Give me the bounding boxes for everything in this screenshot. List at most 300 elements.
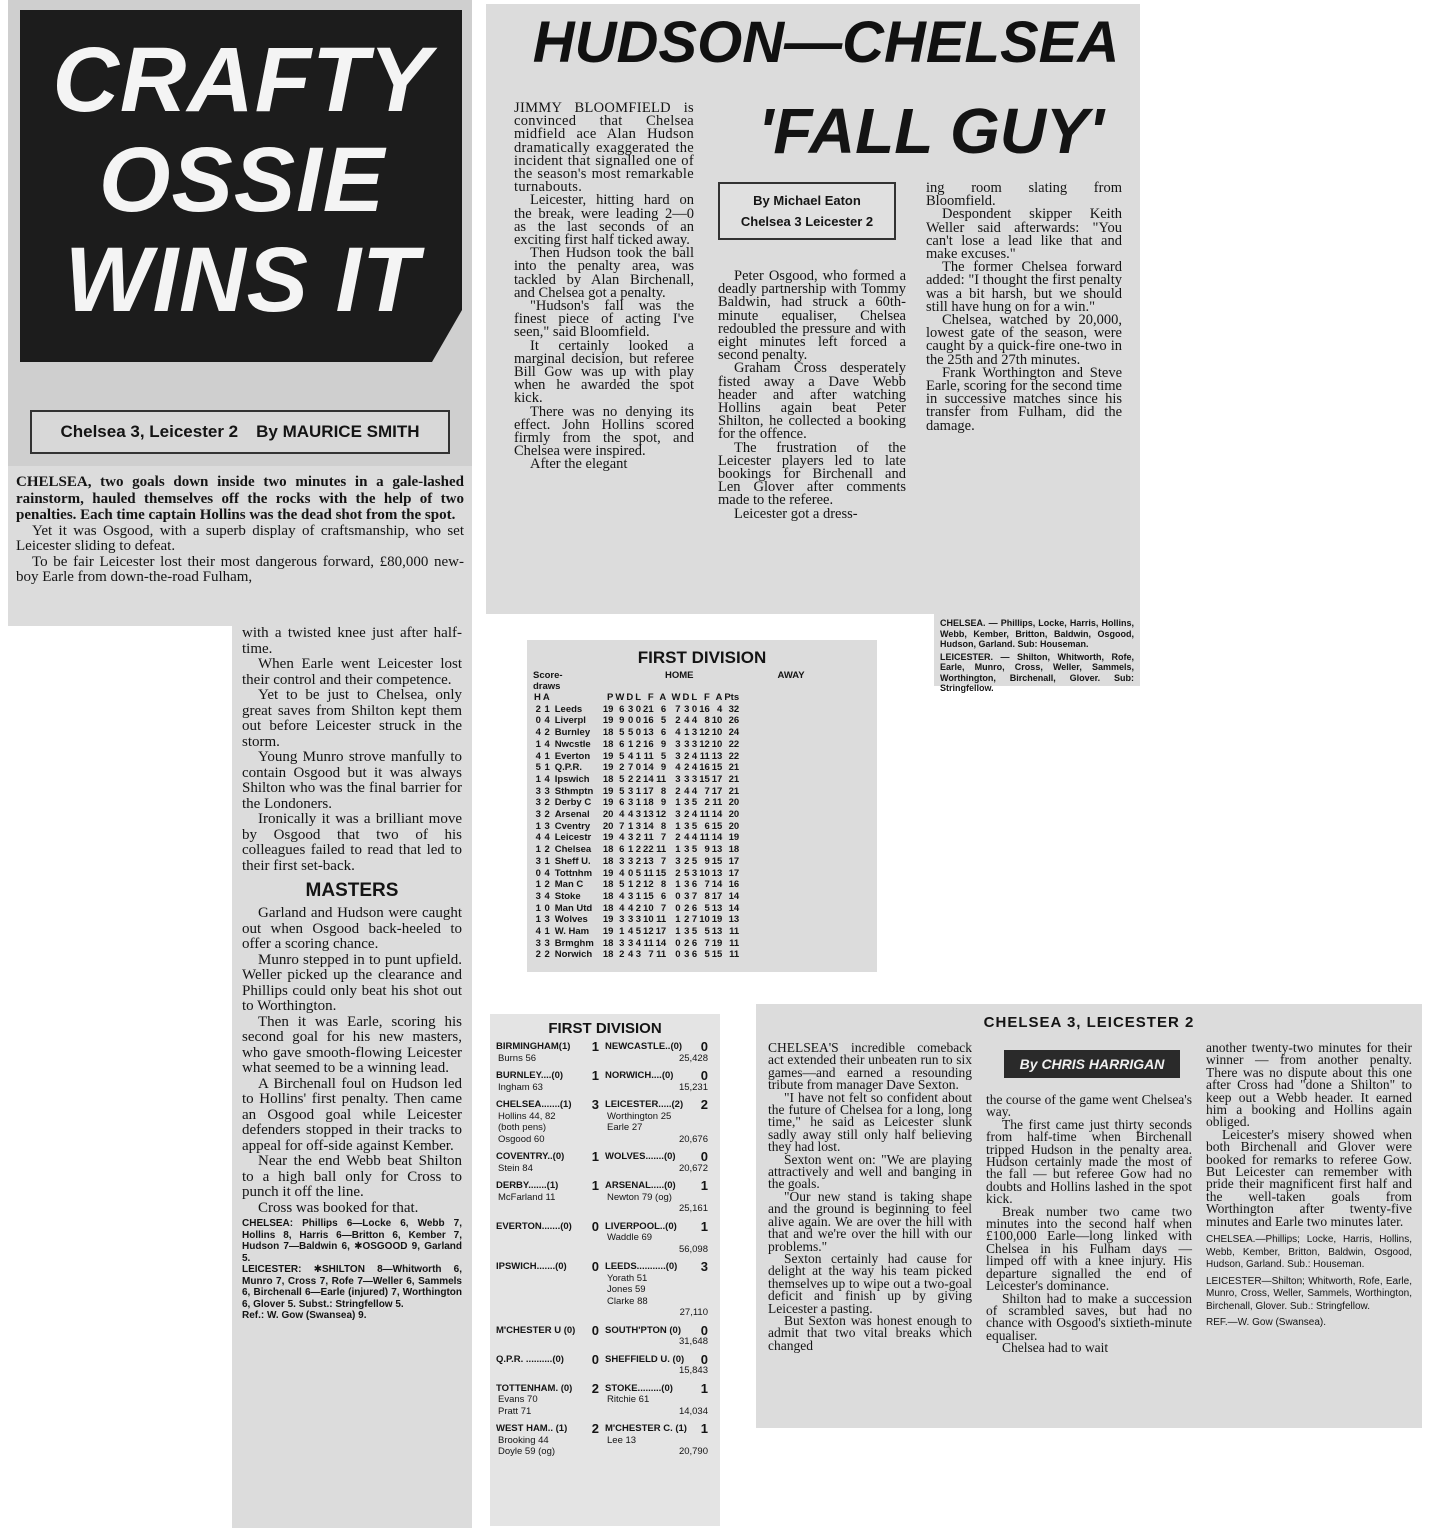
away-team-line [605, 1070, 714, 1082]
table-cell: 2 [635, 902, 642, 914]
table-header-cell: D [682, 692, 690, 703]
table-cell: 17 [711, 890, 723, 902]
table-cell: 15 [655, 867, 667, 879]
team-name-cell: Cventry [554, 820, 591, 832]
away-team: SHEFFIELD U. (0) [605, 1353, 685, 1365]
away-team-line [605, 1261, 714, 1273]
table-cell: 4 [544, 890, 550, 902]
team-name-cell: Leicestr [554, 832, 592, 844]
table-cell: 1 [535, 879, 541, 891]
away-side [605, 1380, 714, 1418]
table-cell: 4 [627, 902, 634, 914]
team-name-cell: Nwcstle [554, 738, 591, 750]
table-cell: 18 [602, 890, 614, 902]
table-cell: 5 [704, 949, 710, 961]
table-row [533, 926, 740, 938]
away-label: AWAY [777, 670, 805, 681]
article-paragraph: Yet to be just to Chelsea, only great saves from Shilton kept them out before Leicester struck in the storm. [242, 687, 462, 750]
table-cell: 5 [619, 879, 625, 891]
team-lineup: CHELSEA.—Phillips; Locke, Harris, Hollins, Webb, Kember, Britton, Baldwin, Osgood, Hudson, Garland. Sub.: Houseman. [1206, 1234, 1412, 1271]
table-cell: 22 [728, 750, 740, 762]
team-lineup: LEICESTER. — Shilton, Whitworth, Rofe, Earle, Munro, Cross, Weller, Sammels, Worthington, Birchenall, Glover. Sub: Stringfellow. [940, 651, 1134, 693]
table-cell: 0 [675, 937, 681, 949]
table-cell: 2 [619, 949, 625, 961]
scorer: Burns 56 [498, 1052, 537, 1064]
table-cell: 1 [535, 914, 541, 926]
table-cell: 1 [544, 855, 550, 867]
article-paragraph: But Sexton was honest enough to admit that two vital breaks which changed [768, 1312, 972, 1353]
table-cell: 3 [627, 785, 634, 797]
table-cell: 1 [544, 703, 550, 715]
harrigan-clipping [756, 1004, 1422, 1428]
table-cell: 15 [699, 773, 710, 785]
table-header-cell: A [715, 692, 723, 703]
away-team-line [605, 1423, 714, 1435]
team-name-cell: Tottnhm [554, 867, 593, 879]
table-cell: 17 [643, 785, 654, 797]
home-score: 2 [591, 1380, 599, 1396]
table-cell: 3 [635, 914, 642, 926]
attendance: 27,110 [679, 1307, 708, 1318]
table-cell: 5 [619, 750, 625, 762]
home-team: DERBY.......(1) [496, 1180, 559, 1191]
result-row [490, 1218, 720, 1256]
results-list [490, 1041, 720, 1458]
table-cell: 5 [704, 902, 710, 914]
table-cell: 20 [728, 809, 740, 821]
league-table-clipping [527, 640, 877, 972]
table-cell: 13 [711, 844, 723, 856]
table-cell: 6 [691, 937, 698, 949]
team-name-cell: Leeds [554, 703, 583, 715]
table-cell: 5 [619, 773, 625, 785]
table-cell: 14 [711, 809, 723, 821]
table-cell: 19 [602, 797, 614, 809]
table-cell: 13 [711, 750, 723, 762]
table-cell: 2 [544, 809, 550, 821]
table-cell: 1 [535, 820, 541, 832]
result-row [490, 1180, 720, 1215]
table-header-cell: W [671, 692, 681, 703]
table-cell: 4 [627, 926, 634, 938]
team-name-cell: Ipswich [554, 773, 590, 785]
article-paragraph: Break number two came two minutes into the second half when £100,000 Earle—long linked with Chelsea in his Fulham days — limped off with a knee injury. His departure signalled the end of Leicester's dominance. [986, 1203, 1192, 1294]
table-cell: 1 [535, 844, 541, 856]
table-cell: 7 [675, 703, 681, 715]
article-paragraph: Despondent skipper Keith Weller said afterwards: "You can't lose a lead like that and make excuses." [926, 206, 1122, 263]
table-cell: 3 [535, 785, 541, 797]
home-team: COVENTRY..(0) [496, 1151, 565, 1162]
table-cell: 6 [660, 727, 667, 739]
home-side [496, 1218, 605, 1256]
fall-guy-clipping [486, 4, 1140, 614]
away-team: LEICESTER.....(2) [605, 1099, 684, 1110]
article-paragraph: Leicester's misery showed when both Birchenall and Glover were booked for remarks to referee Gow. But Leicester can remember with pride their magnificent first half and the well-taken goals from Worthington after twenty-five minutes and Earle two minutes later. [1206, 1126, 1412, 1229]
article-paragraph: Leicester, hitting hard on the break, were leading 2—0 as the last seconds of an exciting first half ticked away. [514, 192, 694, 249]
headline [526, 12, 1126, 74]
table-cell: 10 [711, 738, 723, 750]
table-cell: 2 [635, 844, 642, 856]
table-cell: 5 [691, 844, 698, 856]
away-side [605, 1070, 714, 1093]
article-paragraph: Garland and Hudson were caught out when Osgood back-heeled to offer a scoring chance. [242, 905, 462, 952]
table-cell: 3 [627, 937, 634, 949]
column-3 [926, 182, 1122, 433]
away-side [605, 1180, 714, 1215]
table-cell: 19 [728, 832, 740, 844]
table-row [533, 879, 740, 891]
table-cell: 14 [711, 832, 723, 844]
table-header-cell: D [626, 692, 634, 703]
table-cell: 4 [691, 762, 698, 774]
column-1 [768, 1042, 972, 1352]
table-cell: 4 [684, 832, 690, 844]
table-row [533, 739, 740, 751]
table-cell: 16 [728, 879, 740, 891]
away-team: STOKE.........(0) [605, 1382, 673, 1394]
table-cell: 2 [544, 844, 550, 856]
table-cell: 2 [675, 832, 681, 844]
table-cell: 18 [602, 773, 614, 785]
table-cell: 5 [704, 926, 710, 938]
table-cell: 3 [684, 738, 690, 750]
table-cell: 1 [619, 926, 625, 938]
table-cell: 16 [643, 738, 654, 750]
table-cell: 0 [635, 703, 642, 715]
table-cell: 21 [728, 785, 740, 797]
table-cell: 5 [660, 750, 667, 762]
table-cell: 9 [704, 855, 710, 867]
table-cell: 13 [728, 914, 740, 926]
table-group-headers [527, 670, 877, 692]
table-cell: 1 [627, 820, 634, 832]
table-cell: 3 [544, 914, 550, 926]
scorer: Newton 79 (og) [607, 1191, 672, 1203]
table-cell: 11 [656, 949, 667, 961]
table-cell: 5 [619, 785, 625, 797]
table-cell: 4 [535, 926, 541, 938]
table-cell: 8 [660, 879, 667, 891]
table-row [533, 856, 740, 868]
table-cell: 6 [691, 902, 698, 914]
article-paragraph: The former Chelsea forward added: "I thought the first penalty was a bit harsh, but we should still have hung on for a win." [926, 259, 1122, 315]
table-row [533, 832, 740, 844]
table-cell: 2 [544, 879, 550, 891]
table-cell: 10 [711, 727, 723, 739]
away-score: 1 [700, 1218, 708, 1234]
home-side [496, 1099, 605, 1145]
article-paragraph: Leicester got a dress- [734, 505, 858, 522]
team-name-cell: Sheff U. [554, 855, 591, 867]
attendance: 20,790 [678, 1446, 708, 1457]
team-name-cell: Burnley [554, 727, 591, 739]
table-cell: 1 [627, 738, 634, 750]
table-row [533, 903, 740, 915]
away-score: 0 [700, 1068, 708, 1083]
table-cell: 17 [728, 867, 740, 879]
byline-author: By MAURICE SMITH [256, 422, 420, 441]
scorer: Yorath 51 [607, 1272, 648, 1284]
away-score: 1 [700, 1421, 708, 1436]
table-cell: 4 [691, 715, 698, 727]
table-cell: 7 [627, 762, 634, 774]
table-cell: 4 [684, 785, 690, 797]
home-score: 2 [591, 1421, 599, 1436]
home-score: 1 [591, 1068, 599, 1083]
team-lineup: CHELSEA. — Phillips, Locke, Harris, Hollins, Webb, Kember, Britton, Baldwin, Osgood, Hudson, Garland. Sub: Houseman. [940, 618, 1134, 649]
table-cell: 5 [635, 867, 642, 879]
table-header-cell: L [691, 692, 698, 703]
table-cell: 0 [627, 867, 634, 879]
team-name-cell: Chelsea [554, 844, 592, 856]
table-cell: 5 [535, 762, 541, 774]
away-side [605, 1423, 714, 1458]
table-cell: 3 [684, 797, 690, 809]
table-cell: 2 [684, 902, 690, 914]
article-paragraph: When Earle went Leicester lost their control and their competence. [242, 656, 462, 688]
result-row [490, 1099, 720, 1145]
table-header-cell [551, 692, 595, 704]
table-cell: 7 [704, 879, 710, 891]
home-team: BIRMINGHAM(1) [496, 1041, 571, 1052]
away-team-line [605, 1380, 714, 1396]
table-row [533, 762, 740, 774]
table-body [533, 704, 740, 961]
home-team: CHELSEA.......(1) [496, 1099, 572, 1110]
team-name-cell: Arsenal [554, 809, 590, 821]
table-cell: 1 [635, 750, 642, 762]
home-side [496, 1041, 605, 1064]
table-cell: 7 [704, 937, 710, 949]
table-cell: 12 [699, 738, 710, 750]
fall-guy-clipping-teams [934, 614, 1140, 693]
table-header-cell: Pts [724, 692, 740, 703]
table-cell: 2 [704, 797, 710, 809]
column-3 [1206, 1042, 1412, 1330]
table-cell: 2 [635, 879, 642, 891]
team-name-cell: Norwich [554, 949, 593, 961]
table-cell: 6 [691, 949, 698, 961]
table-cell: 0 [675, 902, 681, 914]
article-paragraph: To be fair Leicester lost their most dangerous forward, £80,000 new-boy Earle from down-the-road Fulham, [16, 553, 464, 585]
article-paragraph: Young Munro strove manfully to contain Osgood but it was always Shilton who was the final barrier for the Londoners. [242, 749, 462, 812]
table-cell: 3 [691, 727, 698, 739]
table-cell: 19 [602, 914, 614, 926]
away-team-line [605, 1041, 714, 1053]
table-cell: 11 [729, 949, 740, 961]
away-score: 0 [700, 1039, 708, 1054]
table-cell: 15 [711, 949, 723, 961]
table-cell: 2 [635, 773, 642, 785]
team-name-cell: Brmghm [554, 937, 594, 949]
article-paragraph: Then it was Earle, scoring his second goal for his new masters, who gave smooth-flowing Leicester what seemed to be a winning lead. [242, 1013, 462, 1076]
away-team: LIVERPOOL..(0) [605, 1220, 677, 1232]
table-cell: 11 [729, 926, 740, 938]
table-cell: 3 [675, 738, 681, 750]
result-row [490, 1351, 720, 1377]
table-cell: 12 [643, 926, 654, 938]
table-cell: 0 [544, 902, 550, 914]
table-cell: 3 [675, 809, 681, 821]
scorer: (both pens) [498, 1122, 547, 1133]
table-header-cell: H [534, 692, 541, 703]
table-cell: 3 [691, 773, 698, 785]
attendance: 20,676 [678, 1133, 708, 1145]
home-team: IPSWICH.......(0) [496, 1261, 567, 1272]
table-cell: 2 [544, 727, 550, 739]
table-cell: 3 [535, 855, 541, 867]
table-cell: 10 [711, 715, 723, 727]
crafty-ossie-clipping-intro [8, 466, 472, 626]
table-cell: 24 [728, 727, 740, 739]
table-cell: 2 [544, 797, 550, 809]
table-cell: 4 [544, 867, 550, 879]
headline-line: HUDSON—CHELSEA [532, 10, 1120, 75]
table-cell: 9 [660, 797, 667, 809]
table-cell: 14 [655, 937, 667, 949]
table-cell: 4 [691, 750, 698, 762]
table-cell: 4 [691, 832, 698, 844]
home-team-line [496, 1423, 605, 1435]
table-row [533, 821, 740, 833]
article-paragraph: Near the end Webb beat Shilton to a high ball only for Cross to punch it off the line. [242, 1153, 462, 1200]
table-cell: 4 [691, 785, 698, 797]
table-cell: 6 [619, 703, 625, 715]
table-cell: 3 [675, 750, 681, 762]
home-score: 3 [591, 1097, 599, 1112]
away-team: NORWICH....(0) [605, 1070, 674, 1081]
table-cell: 4 [619, 809, 625, 821]
table-cell: 0 [535, 867, 541, 879]
table-cell: 1 [535, 773, 541, 785]
away-team-line [605, 1099, 714, 1111]
away-side [605, 1151, 714, 1174]
table-cell: 11 [656, 773, 667, 785]
result-row [490, 1261, 720, 1319]
away-score: 3 [700, 1259, 708, 1274]
table-cell: 0 [535, 715, 541, 727]
column-2 [718, 270, 906, 521]
team-name-cell: W. Ham [554, 926, 590, 938]
table-cell: 2 [684, 750, 690, 762]
table-cell: 11 [656, 914, 667, 926]
table-cell: 19 [602, 832, 614, 844]
table-cell: 18 [602, 902, 614, 914]
home-score: 1 [591, 1149, 599, 1164]
table-cell: 3 [675, 773, 681, 785]
table-cell: 13 [711, 902, 723, 914]
subheading: MASTERS [305, 880, 399, 901]
home-team-line [496, 1099, 605, 1111]
table-cell: 4 [619, 867, 625, 879]
table-cell: 2 [544, 949, 550, 961]
table-cell: 17 [711, 773, 723, 785]
table-cell: 3 [635, 809, 642, 821]
table-row [533, 938, 740, 950]
table-cell: 20 [602, 820, 614, 832]
table-cell: 3 [684, 949, 690, 961]
home-team-line [496, 1180, 605, 1192]
table-cell: 19 [711, 914, 723, 926]
results-clipping [490, 1014, 720, 1526]
column-1 [514, 102, 694, 472]
table-cell: 4 [619, 890, 625, 902]
away-side [605, 1322, 714, 1348]
table-cell: 9 [619, 715, 625, 727]
table-cell: 22 [643, 844, 654, 856]
article-paragraph: "I have not felt so confident about the future of Chelsea for a long, long time," he said as Leicester slunk sadly away still only half believing they had lost. [768, 1089, 972, 1155]
table-cell: 7 [704, 785, 710, 797]
table-header-cell: A [659, 692, 667, 703]
intro-paragraph: CHELSEA, two goals down inside two minutes in a gale-lashed rainstorm, hauled themselves off the rocks with the help of two penalties. Each time captain Hollins was the dead shot from the spot. [16, 474, 464, 523]
table-cell: 3 [684, 844, 690, 856]
table-cell: 2 [684, 937, 690, 949]
away-team-line [605, 1322, 714, 1338]
article-paragraph: After the elegant [530, 456, 628, 473]
table-cell: 0 [635, 727, 642, 739]
table-cell: 7 [648, 949, 654, 961]
table-cell: 26 [728, 715, 740, 727]
table-cell: 18 [602, 937, 614, 949]
result-row [490, 1380, 720, 1418]
article-paragraph: Ironically it was a brilliant move by Osgood that two of his colleagues failed to read that led to their first set-back. [242, 811, 462, 874]
home-team: M'CHESTER U (0) [496, 1324, 576, 1336]
table-cell: 7 [660, 832, 667, 844]
headline-line: WINS IT [64, 229, 420, 331]
table-cell: 2 [635, 832, 642, 844]
table-cell: 15 [711, 820, 723, 832]
scorer: Waddle 69 [607, 1232, 653, 1243]
table-cell: 0 [627, 715, 634, 727]
byline-score: Chelsea 3 Leicester 2 [740, 214, 874, 229]
away-team: LEEDS...........(0) [605, 1261, 678, 1272]
table-cell: 3 [544, 820, 550, 832]
home-team-line [496, 1151, 605, 1163]
table-cell: 4 [619, 832, 625, 844]
away-team: M'CHESTER C. (1) [605, 1423, 687, 1434]
table-cell: 9 [660, 762, 667, 774]
table-cell: 12 [643, 879, 654, 891]
table-cell: 18 [602, 738, 614, 750]
result-row [490, 1070, 720, 1093]
table-cell: 1 [675, 879, 681, 891]
scorer: Hollins 44, 82 [498, 1110, 556, 1122]
table-cell: 2 [684, 809, 690, 821]
table-cell: 11 [699, 832, 710, 844]
article-header: CHELSEA 3, LEICESTER 2 [983, 1014, 1195, 1031]
table-cell: 10 [699, 914, 710, 926]
table-cell: 10 [699, 867, 710, 879]
table-cell: 5 [684, 867, 690, 879]
table-cell: 11 [656, 844, 667, 856]
table-cell: 3 [627, 914, 634, 926]
scorer: Evans 70 [498, 1394, 538, 1405]
crafty-ossie-clipping-top [8, 0, 472, 466]
home-score: 0 [591, 1351, 599, 1367]
article-paragraph: Chelsea, watched by 20,000, lowest gate of the season, were caught by a quick-fire one-two in the 25th and 27th minutes. [926, 312, 1122, 368]
table-cell: 5 [691, 797, 698, 809]
table-cell: 15 [643, 890, 654, 902]
table-cell: 0 [691, 703, 698, 715]
table-cell: 15 [711, 762, 723, 774]
table-cell: 19 [602, 703, 614, 715]
table-cell: 5 [635, 926, 642, 938]
table-cell: 3 [684, 879, 690, 891]
away-score: 2 [700, 1097, 708, 1112]
article-paragraph: The first came just thirty seconds from half-time when Birchenall tripped Hudson in the penalty area. Hudson certainly made the most of the fall — but referee Gow had no doubts and Hollins lashed in the spot kick. [986, 1116, 1192, 1207]
table-cell: 14 [728, 902, 740, 914]
article-paragraph: ing room slating from Bloomfield. [926, 180, 1122, 210]
